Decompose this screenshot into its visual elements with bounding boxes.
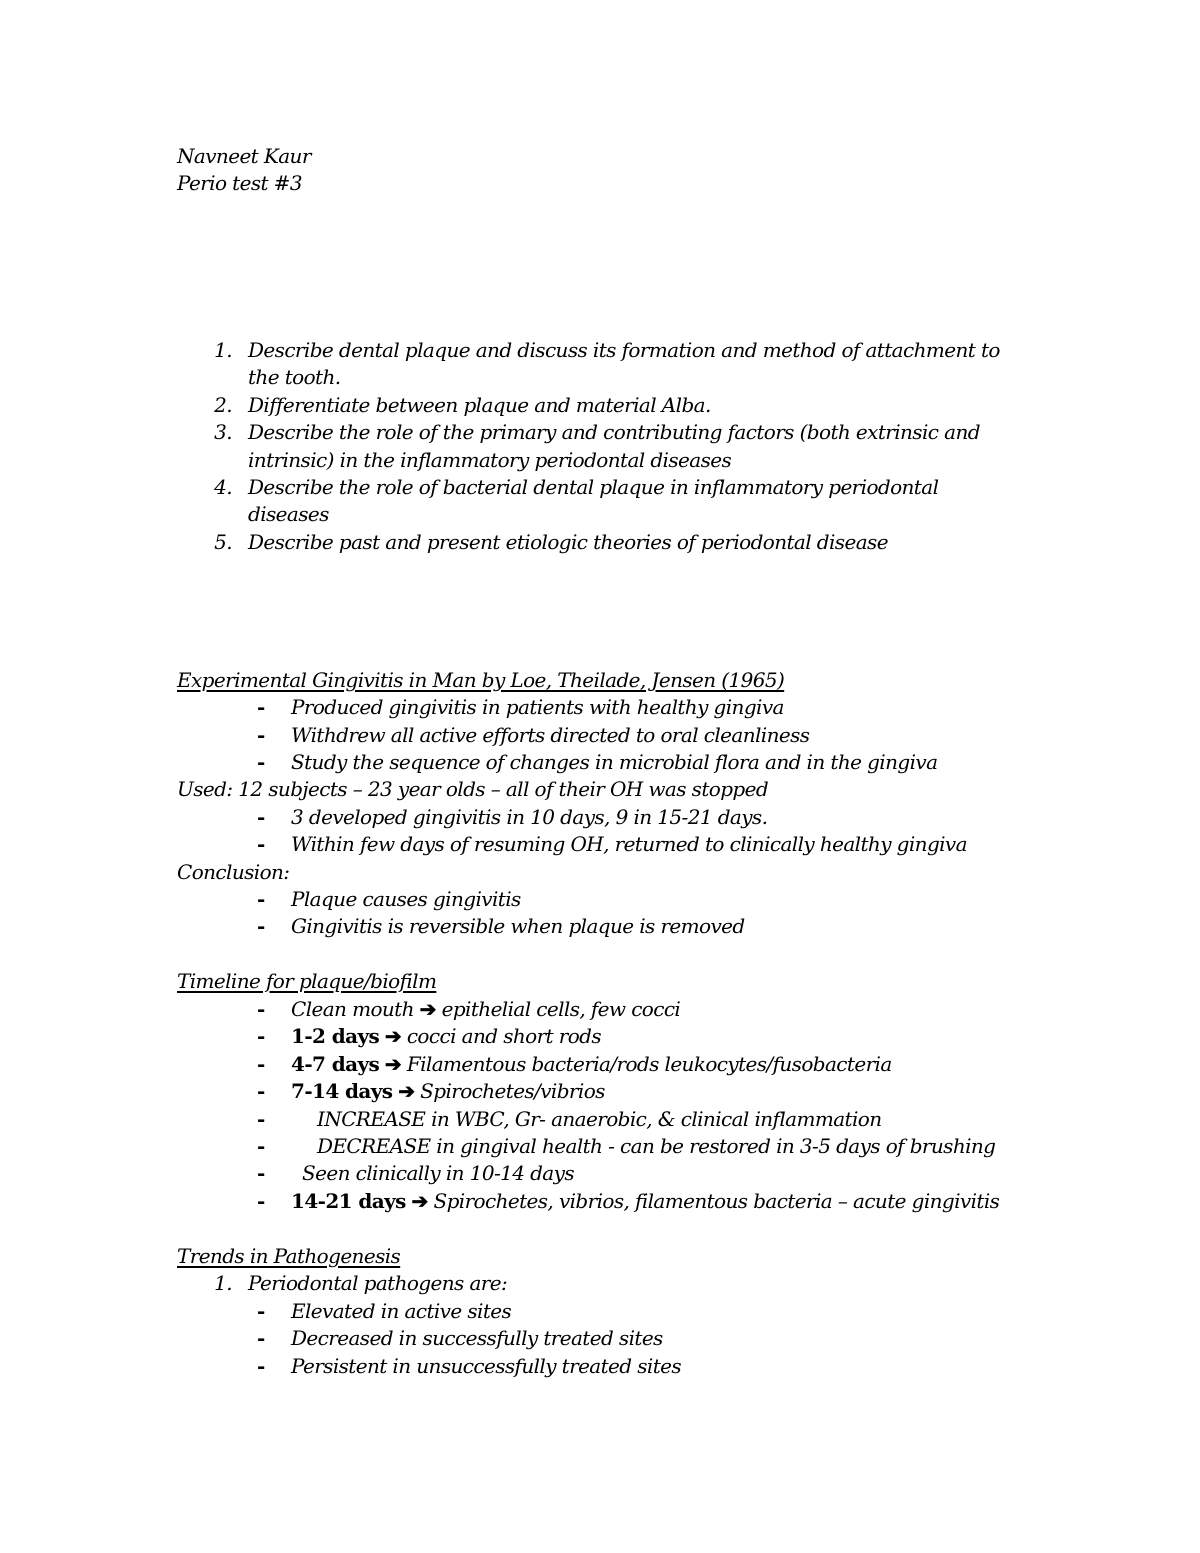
timeline-days: 1-2 days <box>291 1024 380 1048</box>
list-item: Describe past and present etiologic theories of periodontal disease <box>248 530 888 554</box>
section-heading: Trends in Pathogenesis <box>177 1244 401 1268</box>
timeline-description: cocci and short rods <box>406 1024 602 1048</box>
bullet-dash: - <box>257 1161 266 1185</box>
bullet-dash: - <box>257 750 266 774</box>
bullet-dash: - <box>257 1134 266 1158</box>
bullet-dash: - <box>257 1024 266 1048</box>
list-item: Describe the role of the primary and contributing factors (both extrinsic and <box>248 420 980 444</box>
right-arrow-icon: ➔ <box>384 1024 402 1048</box>
bullet-item: Elevated in active sites <box>291 1299 512 1323</box>
bullet-item: Study the sequence of changes in microbial flora and in the gingiva <box>291 750 938 774</box>
right-arrow-icon: ➔ <box>411 1189 428 1213</box>
bullet-dash: - <box>257 1326 266 1350</box>
timeline-description: Spirochetes, vibrios, filamentous bacteria – acute gingivitis <box>433 1189 1000 1213</box>
timeline-item <box>291 1023 601 1050</box>
timeline-note: Seen clinically in 10-14 days <box>302 1161 574 1185</box>
section-heading: Experimental Gingivitis in Man by Loe, Theilade, Jensen (1965) <box>177 668 785 692</box>
list-item-continuation: intrinsic) in the inflammatory periodontal diseases <box>248 448 732 472</box>
bullet-dash: - <box>257 1189 266 1213</box>
timeline-note: DECREASE in gingival health - can be restored in 3-5 days of brushing <box>317 1134 996 1158</box>
bullet-dash: - <box>257 1079 266 1103</box>
author-name: Navneet Kaur <box>177 144 311 168</box>
timeline-item <box>291 1188 999 1215</box>
bullet-dash: - <box>257 832 266 856</box>
list-item: Differentiate between plaque and material Alba. <box>248 393 711 417</box>
right-arrow-icon: ➔ <box>419 997 436 1021</box>
list-number: 1. <box>214 338 232 362</box>
list-item: Periodontal pathogens are: <box>248 1271 508 1295</box>
bullet-item: Within few days of resuming OH, returned to clinically healthy gingiva <box>291 832 967 856</box>
bullet-dash: - <box>257 914 266 938</box>
timeline-days: 14-21 days <box>291 1189 406 1213</box>
bullet-dash: - <box>257 1354 266 1378</box>
timeline-days: 7-14 days <box>291 1079 393 1103</box>
bullet-item: Plaque causes gingivitis <box>291 887 521 911</box>
timeline-item <box>291 1051 892 1078</box>
list-item: Describe the role of bacterial dental plaque in inflammatory periodontal <box>248 475 939 499</box>
bullet-dash: - <box>257 887 266 911</box>
bullet-dash: - <box>257 1052 266 1076</box>
right-arrow-icon: ➔ <box>384 1052 402 1076</box>
bullet-dash: - <box>257 1107 266 1131</box>
bullet-dash: - <box>257 695 266 719</box>
bullet-item: Produced gingivitis in patients with healthy gingiva <box>291 695 784 719</box>
bullet-dash: - <box>257 805 266 829</box>
right-arrow-icon: ➔ <box>398 1079 415 1103</box>
conclusion-label: Conclusion: <box>177 860 290 884</box>
bullet-item: Gingivitis is reversible when plaque is removed <box>291 914 745 938</box>
bullet-item: Decreased in successfully treated sites <box>291 1326 663 1350</box>
bullet-item: Withdrew all active efforts directed to oral cleanliness <box>291 723 810 747</box>
list-number: 1. <box>214 1271 232 1295</box>
bullet-item: 3 developed gingivitis in 10 days, 9 in 15-21 days. <box>291 805 768 829</box>
timeline-item <box>291 1078 605 1105</box>
document-subtitle: Perio test #3 <box>177 171 302 195</box>
list-item: Describe dental plaque and discuss its formation and method of attachment to <box>248 338 1000 362</box>
section-heading: Timeline for plaque/biofilm <box>177 969 437 993</box>
list-number: 2. <box>214 393 232 417</box>
timeline-days: 4-7 days <box>291 1052 380 1076</box>
used-label: Used: 12 subjects – 23 year olds – all of their OH was stopped <box>177 777 769 801</box>
list-item-continuation: diseases <box>248 502 329 526</box>
timeline-stage: Clean mouth <box>291 997 414 1021</box>
bullet-dash: - <box>257 1299 266 1323</box>
list-number: 4. <box>214 475 232 499</box>
list-number: 5. <box>214 530 232 554</box>
timeline-description: Filamentous bacteria/rods leukocytes/fusobacteria <box>406 1052 892 1076</box>
timeline-item <box>291 996 680 1023</box>
timeline-note: INCREASE in WBC, Gr- anaerobic, & clinical inflammation <box>317 1107 882 1131</box>
timeline-description: Spirochetes/vibrios <box>420 1079 605 1103</box>
bullet-dash: - <box>257 997 266 1021</box>
timeline-description: epithelial cells, few cocci <box>441 997 681 1021</box>
list-number: 3. <box>214 420 232 444</box>
bullet-item: Persistent in unsuccessfully treated sites <box>291 1354 682 1378</box>
bullet-dash: - <box>257 723 266 747</box>
list-item-continuation: the tooth. <box>248 365 341 389</box>
